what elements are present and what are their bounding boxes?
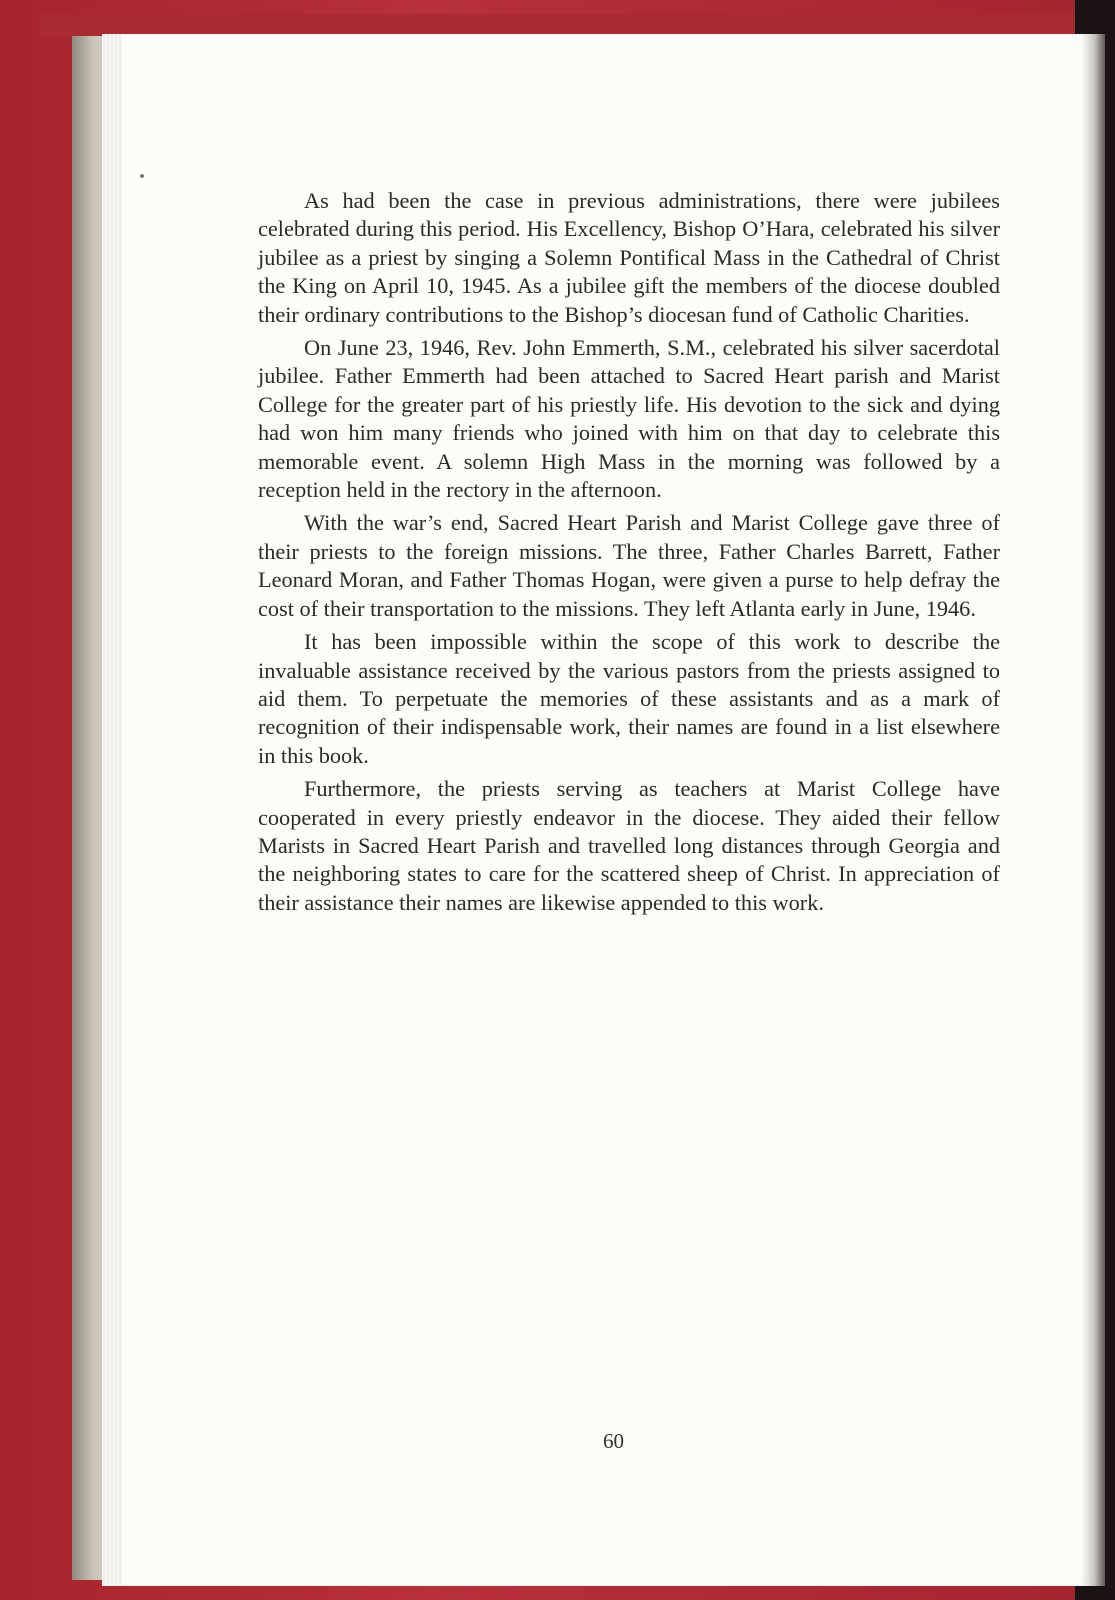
paragraph-emmerth: On June 23, 1946, Rev. John Emmerth, S.M., celebrated his silver sacerdotal jubilee. Father Emmerth had been attached to Sacred Heart parish and Marist College for the greater part of his priestly life. His devotion to the sick and dying had won him many friends who joined with him on that day to celebrate this memorable event. A solemn High Mass in the morning was followed by a reception held in the rectory in the afternoon. <box>258 335 1000 503</box>
gutter-shadow <box>1081 34 1105 1586</box>
paragraph-assistants: It has been impossible within the scope of this work to describe the invaluable assistance received by the various pastors from the priests assigned to aid them. To perpetuate the memories of these assistants and as a mark of recognition of their indispensable work, their names are found in a list elsewhere in this book. <box>258 629 1000 768</box>
paragraph-marist-teachers: Furthermore, the priests serving as teachers at Marist College have cooperated in every priestly endeavor in the diocese. They aided their fellow Marists in Sacred Heart Parish and travelled long distances through Georgia and the neighboring states to care for the scattered sheep of Christ. In appreciation of their assistance their names are likewise appended to this work. <box>258 776 1000 915</box>
paragraph-jubilees: As had been the case in previous administrations, there were jubilees celebrated during this period. His Excellency, Bishop O’Hara, celebrated his silver jubilee as a priest by singing a Solemn Pontifical Mass in the Cathedral of Christ the King on April 10, 1945. As a jubilee gift the members of the diocese doubled their ordinary contributions to the Bishop’s diocesan fund of Catholic Charities. <box>258 188 1000 327</box>
book-page <box>122 34 1105 1586</box>
paper-speck <box>140 174 144 178</box>
book-cover-top-edge <box>40 14 1075 36</box>
body-text <box>258 187 1000 922</box>
paragraph-missions: With the war’s end, Sacred Heart Parish and Marist College gave three of their priests to the foreign missions. The three, Father Charles Barrett, Father Leonard Moran, and Father Thomas Hogan, were given a purse to help defray the cost of their transportation to the missions. They left Atlanta early in June, 1946. <box>258 510 1000 621</box>
page-number: 60 <box>603 1429 624 1453</box>
